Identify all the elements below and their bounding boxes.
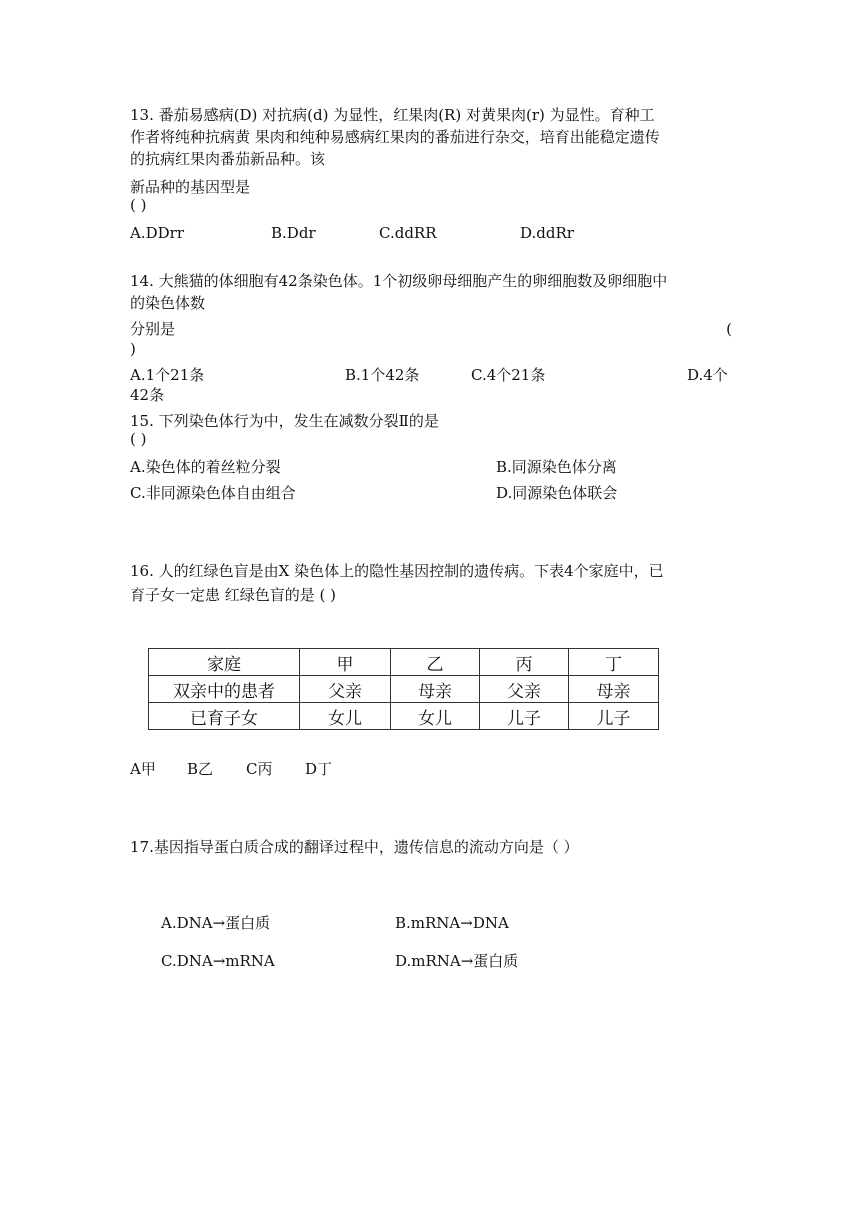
question-15	[130, 410, 732, 504]
q14-stem-line-2: 的染色体数	[130, 294, 206, 312]
table-cell: 女儿	[391, 703, 480, 730]
q14-paren-open: (	[726, 320, 732, 338]
q14-stem-line-1: 14. 大熊猫的体细胞有42条染色体。1个初级卵母细胞产生的卵细胞数及卵细胞中	[130, 272, 668, 290]
table-header-cell: 乙	[391, 649, 480, 676]
question-13	[130, 104, 732, 244]
q16-option-c[interactable]: C丙	[246, 760, 273, 778]
table-header-row	[149, 649, 659, 676]
family-table	[148, 648, 659, 730]
q17-options-row-1	[161, 912, 661, 934]
q15-option-c[interactable]: C.非同源染色体自由组合	[130, 484, 296, 502]
table-header-cell: 家庭	[149, 649, 300, 676]
q16-option-b[interactable]: B乙	[187, 760, 214, 778]
q14-paren-close: )	[130, 340, 136, 358]
q13-option-b[interactable]: B.Ddr	[271, 224, 316, 242]
q17-options	[161, 912, 661, 972]
q13-stem-line-3: 的抗病红果肉番茄新品种。该	[130, 150, 326, 168]
q14-option-d-wrap: 42条	[130, 386, 165, 404]
q16-stem-line-1: 16. 人的红绿色盲是由X 染色体上的隐性基因控制的遗传病。下表4个家庭中，已	[130, 562, 664, 580]
question-14	[130, 270, 732, 406]
table-header-cell: 甲	[300, 649, 391, 676]
table-header-cell: 丁	[569, 649, 659, 676]
q13-option-d[interactable]: D.ddRr	[520, 224, 574, 242]
q15-stem: 15. 下列染色体行为中，发生在减数分裂Ⅱ的是	[130, 412, 439, 430]
q14-option-b[interactable]: B.1个42条	[345, 366, 420, 384]
table-row	[149, 703, 659, 730]
table-cell: 双亲中的患者	[149, 676, 300, 703]
q16-stem-line-2: 育子女一定患 红绿色盲的是 ( )	[130, 586, 337, 604]
q13-stem-line-4: 新品种的基因型是	[130, 178, 251, 196]
q14-stem-text: 分别是	[130, 320, 176, 338]
table-cell: 儿子	[480, 703, 569, 730]
table-cell: 女儿	[300, 703, 391, 730]
table-row	[149, 676, 659, 703]
q14-option-a[interactable]: A.1个21条	[130, 366, 205, 384]
question-16	[130, 560, 732, 606]
table-cell: 已育子女	[149, 703, 300, 730]
q13-option-a[interactable]: A.DDrr	[130, 224, 184, 242]
q13-options	[130, 222, 732, 244]
table-cell: 母亲	[569, 676, 659, 703]
q13-answer-paren: ( )	[130, 196, 147, 214]
q14-options	[130, 364, 732, 386]
q13-option-c[interactable]: C.ddRR	[379, 224, 437, 242]
q13-stem-line-2: 作者将纯种抗病黄 果肉和纯种易感病红果肉的番茄进行杂交，培育出能稳定遗传	[130, 128, 660, 146]
q17-option-d[interactable]: D.mRNA→蛋白质	[395, 952, 519, 970]
q15-option-b[interactable]: B.同源染色体分离	[496, 458, 617, 476]
table-cell: 母亲	[391, 676, 480, 703]
q16-options-row	[130, 758, 732, 780]
q16-option-d[interactable]: D丁	[305, 760, 333, 778]
q15-option-a[interactable]: A.染色体的着丝粒分裂	[130, 458, 281, 476]
q17-options-row-2	[161, 950, 661, 972]
table-cell: 父亲	[300, 676, 391, 703]
q17-stem: 17.基因指导蛋白质合成的翻译过程中，遗传信息的流动方向是（ ）	[130, 838, 579, 856]
q14-option-c[interactable]: C.4个21条	[471, 366, 546, 384]
q17-option-b[interactable]: B.mRNA→DNA	[395, 914, 509, 932]
table-cell: 儿子	[569, 703, 659, 730]
q15-option-d[interactable]: D.同源染色体联会	[496, 484, 618, 502]
q17-option-c[interactable]: C.DNA→mRNA	[161, 952, 275, 970]
question-17	[130, 836, 732, 858]
q14-stem-line-3	[130, 318, 732, 340]
q15-options-row-1	[130, 456, 732, 478]
q16-option-a[interactable]: A甲	[130, 760, 156, 778]
table-header-cell: 丙	[480, 649, 569, 676]
q15-options-row-2	[130, 482, 732, 504]
q16-options	[130, 758, 732, 780]
q17-option-a[interactable]: A.DNA→蛋白质	[161, 914, 271, 932]
q15-answer-paren: ( )	[130, 430, 147, 448]
q13-stem-line-1: 13. 番茄易感病(D) 对抗病(d) 为显性，红果肉(R) 对黄果肉(r) 为显性。育种工	[130, 106, 655, 124]
q14-option-d[interactable]: D.4个	[687, 366, 728, 384]
table-cell: 父亲	[480, 676, 569, 703]
